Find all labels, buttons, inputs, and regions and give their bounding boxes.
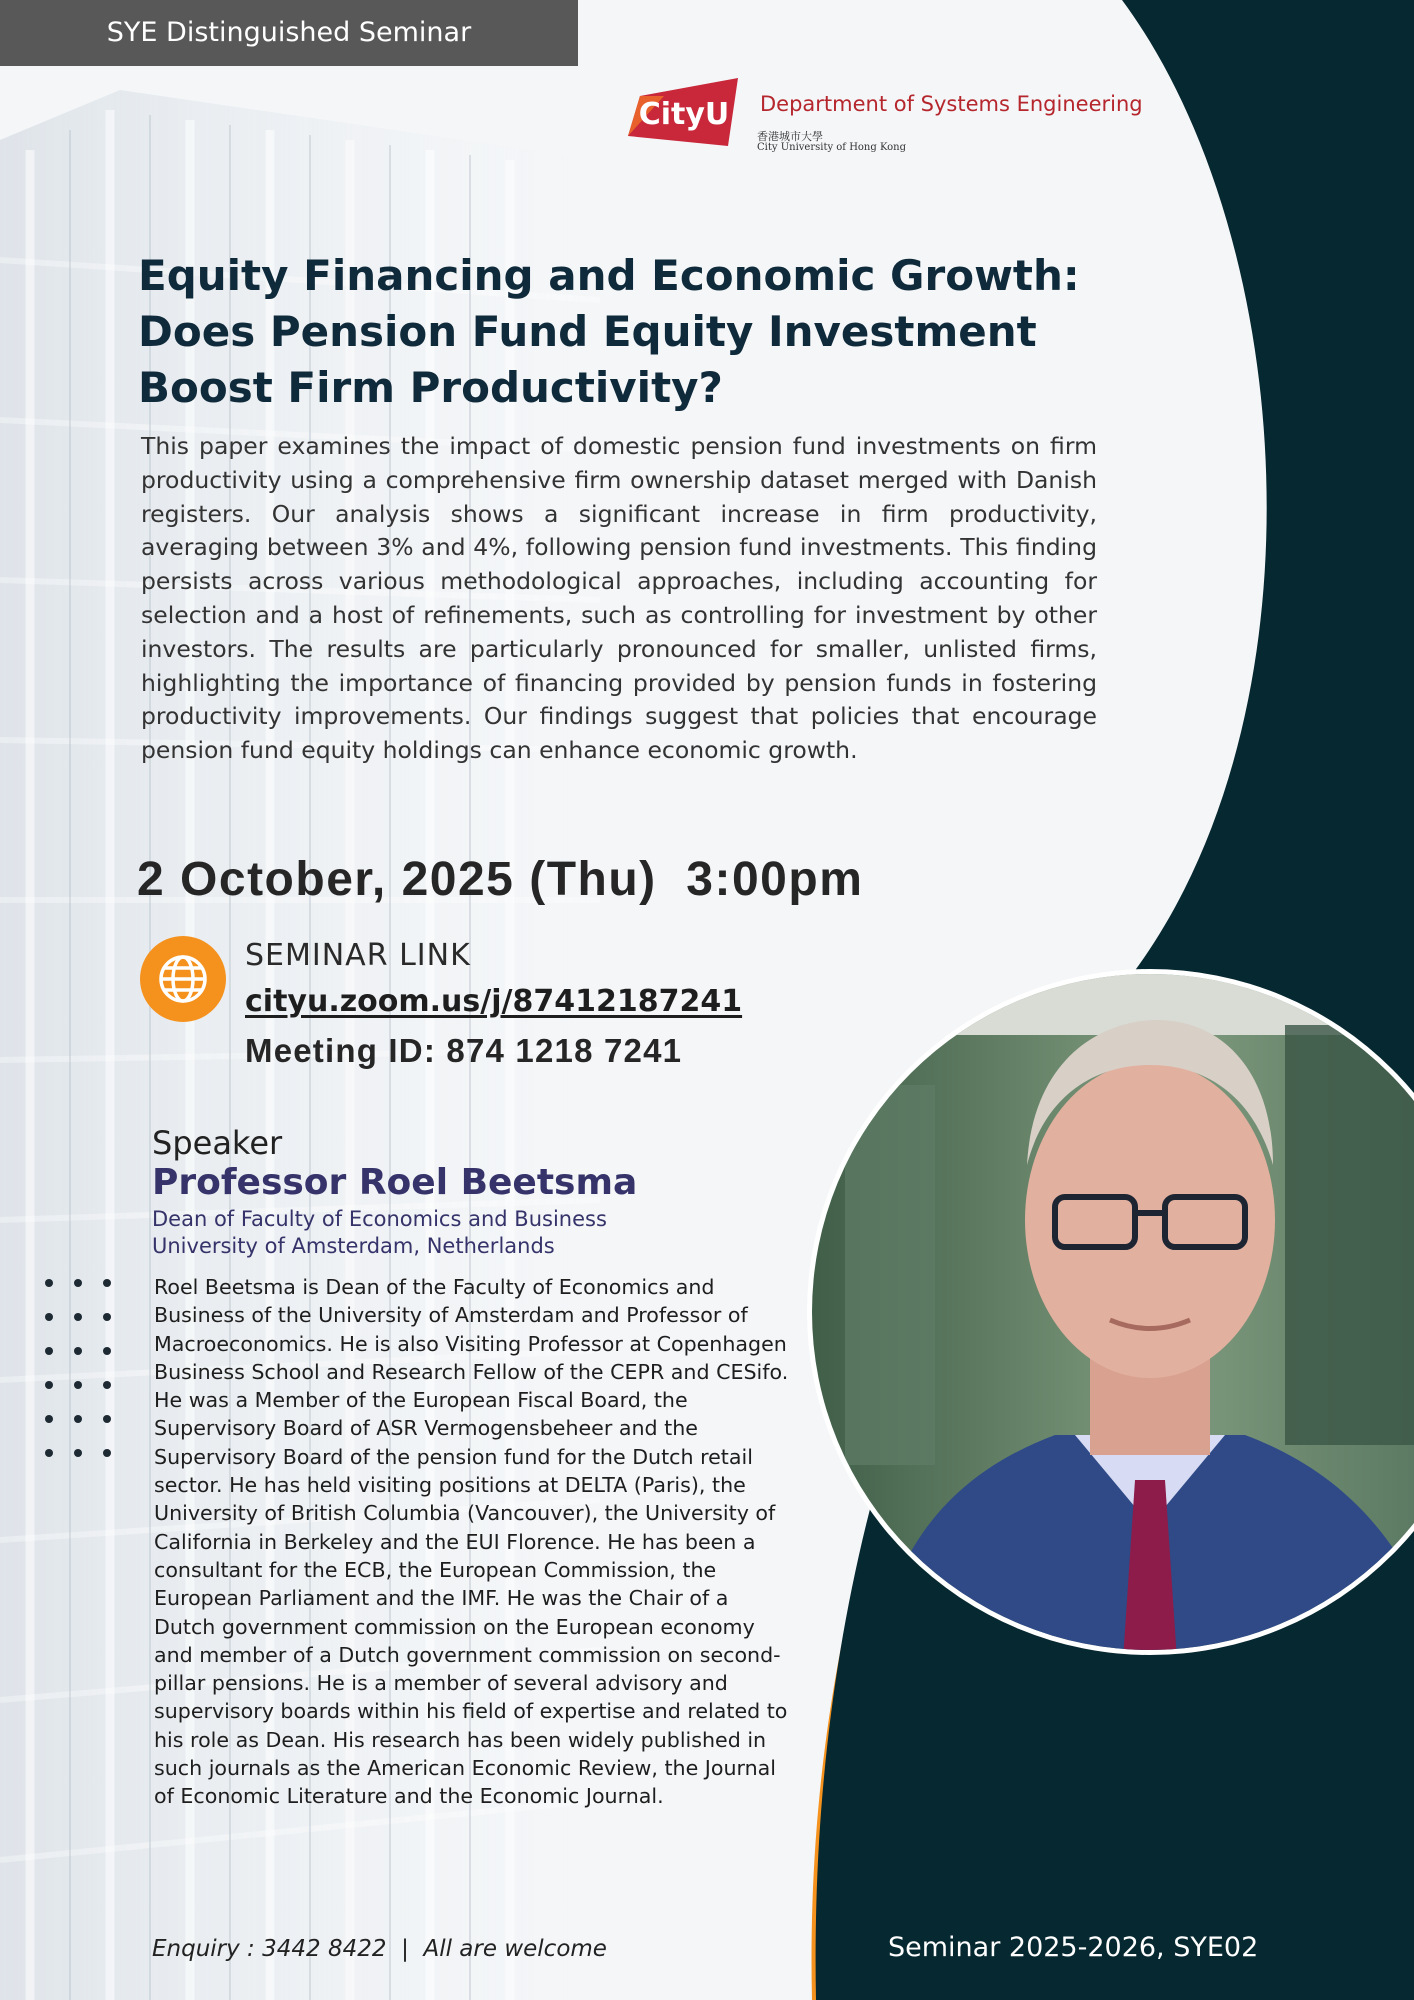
cityu-logo-mark xyxy=(620,74,750,154)
series-banner: SYE Distinguished Seminar xyxy=(0,0,578,66)
speaker-portrait xyxy=(805,965,1414,1660)
speaker-bio: Roel Beetsma is Dean of the Faculty of Economics and Business of the University of Amsterdam and Professor of Macroeconomics. He is also Visiting Professor at Copenhagen Business School and Research Fellow of the CEPR and CESifo. He was a Member of the European Fiscal Board, the Supervisory Board of ASR Vermogensbeheer and the Supervisory Board of the pension fund for the Dutch retail sector. He has held visiting positions at DELTA (Paris), the University of British Columbia (Vancouver), the University of California in Berkeley and the EUI Florence. He has been a consultant for the ECB, the European Commission, the European Parliament and the IMF. He was the Chair of a Dutch government commission on the European economy and member of a Dutch government commission on second-pillar pensions. He is a member of several advisory and supervisory boards within his field of expertise and related to his role as Dean. His research has been widely published in such journals as the American Economic Review, the Journal of Economic Literature and the Economic Journal. xyxy=(154,1275,789,1809)
speaker-label: Speaker xyxy=(152,1124,283,1162)
talk-title-line-2: Does Pension Fund Equity Investment xyxy=(138,307,1037,356)
enquiry-line: Enquiry : 3442 8422 | All are welcome xyxy=(152,1936,607,1962)
speaker-affiliation xyxy=(152,1206,607,1260)
talk-title-line-1: Equity Financing and Economic Growth: xyxy=(138,251,1080,300)
talk-title xyxy=(138,248,1080,416)
logo-mark-text: CityU xyxy=(638,97,730,132)
university-name-chinese: 香港城市大學 xyxy=(757,130,823,143)
meeting-id: Meeting ID: 874 1218 7241 xyxy=(245,1032,683,1069)
speaker-name: Professor Roel Beetsma xyxy=(152,1162,638,1203)
talk-abstract: This paper examines the impact of domestic pension fund investments on firm productivity using a comprehensive firm ownership dataset merged with Danish registers. Our analysis shows a significant increase in firm productivity, averaging between 3% and 4%, following pension fund investments. This finding persists across various methodological approaches, including accounting for selection and a host of refinements, such as controlling for investment by other investors. The results are particularly pronounced for smaller, unlisted firms, highlighting the importance of financing provided by pension funds in fostering productivity improvements. Our findings suggest that policies that encourage pension fund equity holdings can enhance economic growth. xyxy=(141,432,1097,765)
seminar-series-code: Seminar 2025-2026, SYE02 xyxy=(888,1932,1259,1963)
department-name: Department of Systems Engineering xyxy=(760,92,1143,116)
speaker-role-line-1: Dean of Faculty of Economics and Business xyxy=(152,1207,607,1231)
seminar-datetime: 2 October, 2025 (Thu) 3:00pm xyxy=(137,853,864,906)
speaker-role-line-2: University of Amsterdam, Netherlands xyxy=(152,1234,555,1258)
zoom-link[interactable]: cityu.zoom.us/j/87412187241 xyxy=(245,984,743,1019)
talk-title-line-3: Boost Firm Productivity? xyxy=(138,363,723,412)
globe-icon xyxy=(140,936,226,1022)
decorative-dot-grid xyxy=(42,1275,122,1475)
seminar-link-label: SEMINAR LINK xyxy=(245,938,471,973)
university-name-english: City University of Hong Kong xyxy=(757,142,907,153)
cityu-department-logo xyxy=(620,74,1143,158)
